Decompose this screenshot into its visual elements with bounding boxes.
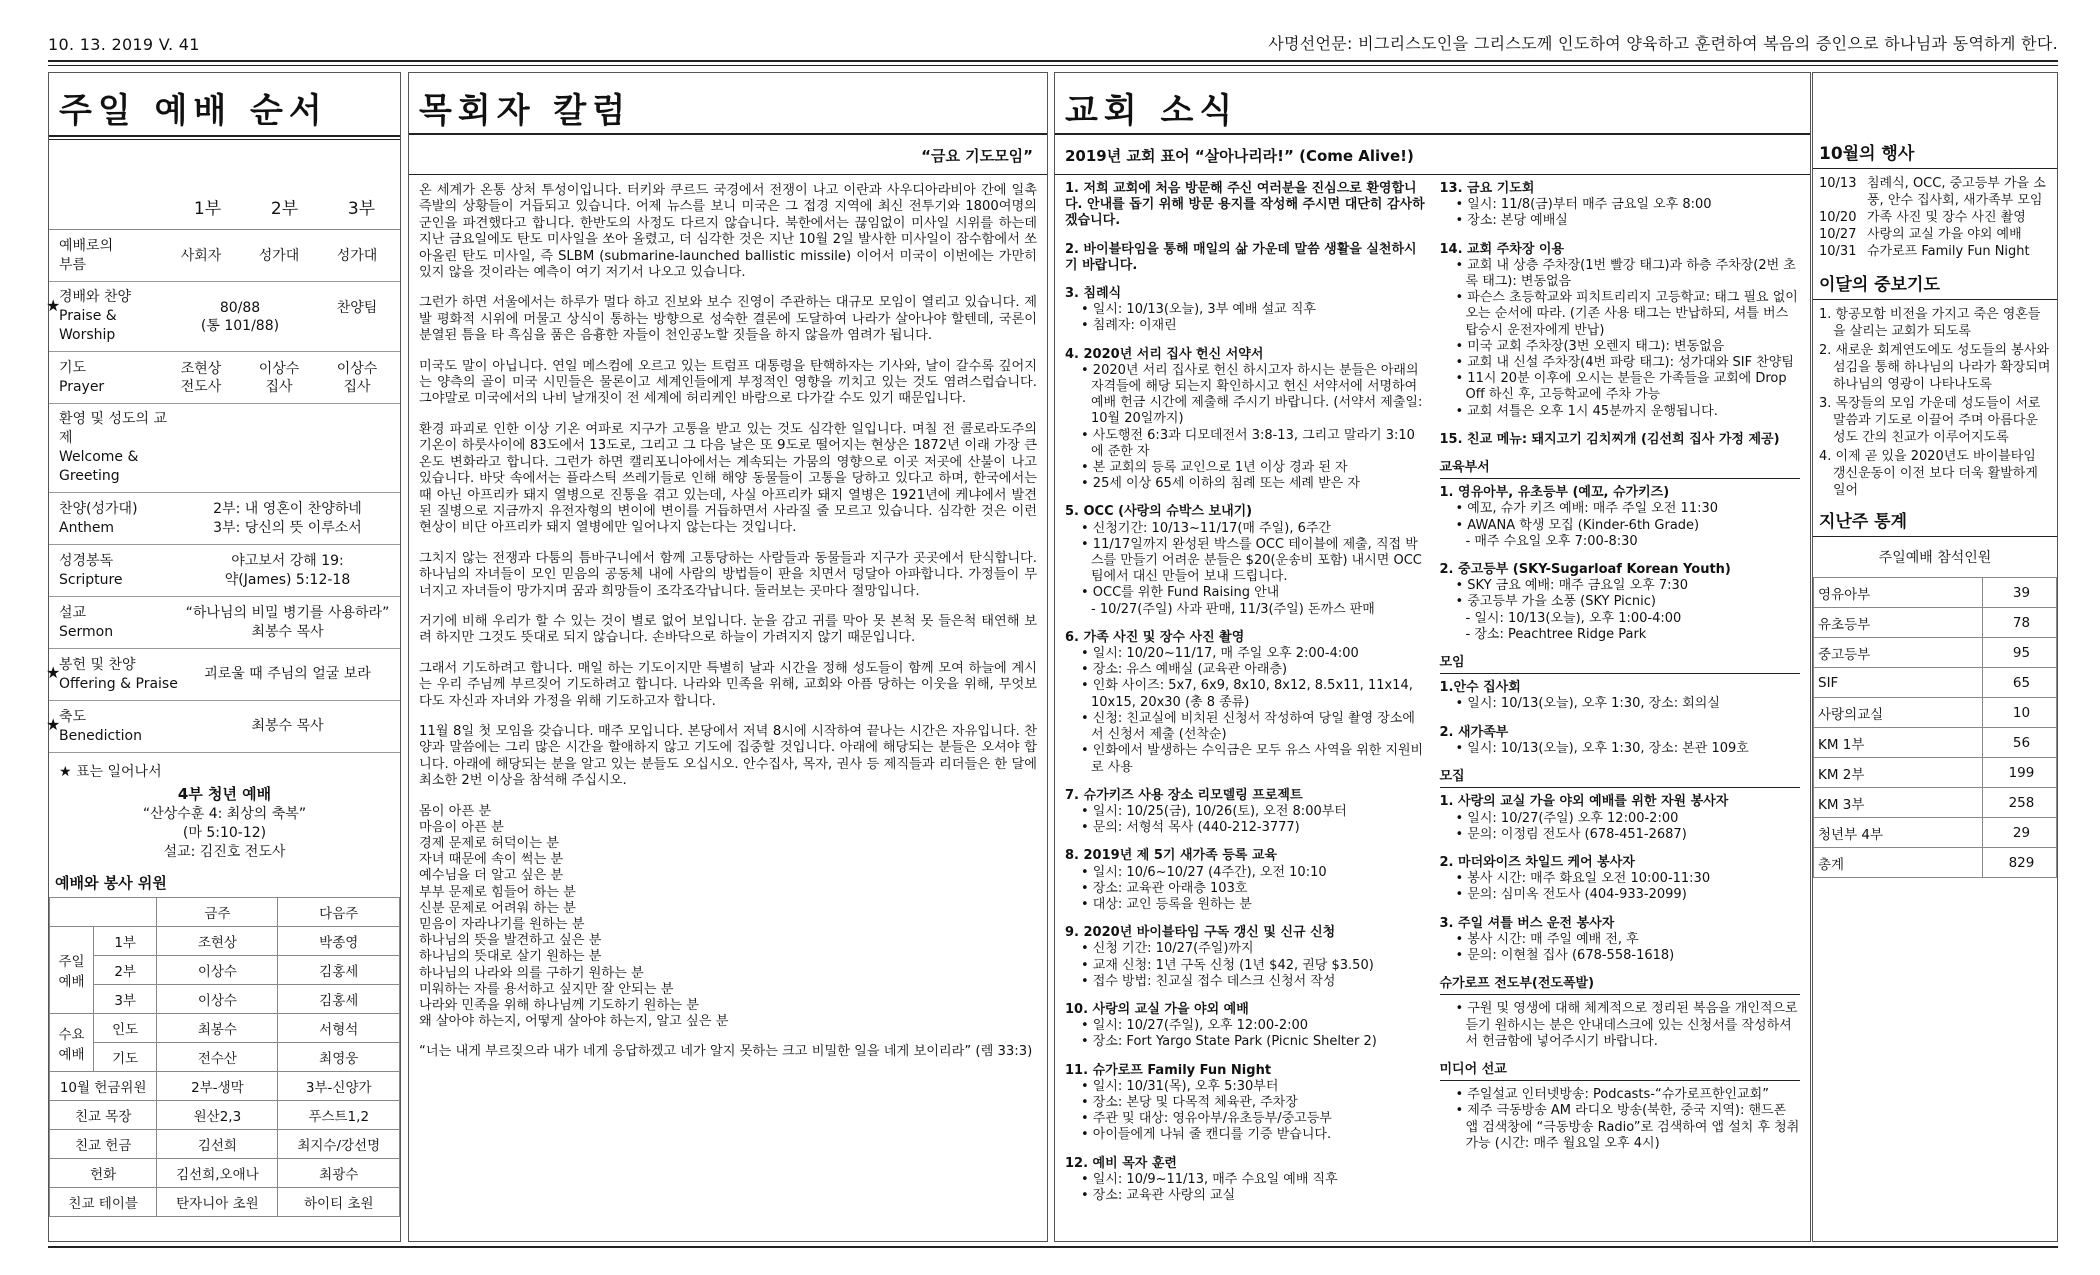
star-icon: ★ [46, 715, 61, 734]
order-rows [46, 230, 400, 753]
event-date: 10/20 [1819, 210, 1857, 225]
news-item-title: 2. 중고등부 (SKY-Sugarloaf Korean Youth) [1439, 562, 1731, 578]
prayer-item: 4. 이제 곧 있을 2020년도 바이블타임 갱신운동이 이전 보다 더욱 활발하게 일어 [1819, 449, 2038, 498]
stats-row [1814, 698, 2057, 728]
vol-row [50, 1043, 400, 1072]
news-item-line: • 일시: 10/25(금), 10/26(토), 오전 8:00부터 [1081, 803, 1347, 819]
news-item-title: 1.안수 집사회 [1439, 680, 1521, 696]
order-value: 찬양팀 [336, 299, 378, 316]
vol-next-week: 최광수 [278, 1159, 400, 1188]
news-item-line: • 문의: 서형석 목사 (440-212-3777) [1081, 820, 1300, 836]
column-list-item: 몸이 아픈 분 [419, 803, 492, 819]
news-item [1065, 1002, 1426, 1051]
vol-next-week: 3부-신양가 [278, 1072, 400, 1101]
order-row [49, 404, 400, 493]
news-item-title: 6. 가족 사진 및 장수 사진 촬영 [1065, 629, 1245, 645]
vol-next-week: 서형석 [278, 1014, 400, 1043]
youth-line: (마 5:10-12) [182, 825, 267, 841]
church-motto: 2019년 교회 표어 “살아나리라!” (Come Alive!) [1055, 135, 1810, 175]
stats-label: SIF [1814, 668, 1983, 698]
column-paragraph: 온 세계가 온통 상처 투성이입니다. 터키와 쿠르드 국경에서 전쟁이 나고 이란과 사우디아라비아 간에 일촉즉발의 상황들이 거듭되고 있습니다. 어제 뉴스를 보니 미국은 그 접경 지역에 최신 전투기와 1800여명의 군인을 파견했다고 합니다. 한반도의 사정도 다르지 않습니다. 북한에서는 끊임없이 미사일 시위를 하는데 지난 금요일에도 탄도 미사일을 쏘아 올렸고, 더 심각한 것은 지난 10월 2일 발사한 미사일이 잠수함에서 쏘아올린 탄도 미사일, 즉 SLBM (submarine-launched ballistic missile) 이어서 미국이 이번에는 가만히 있지 않을 것이라는 예측이 여기 저기서 나오고 있습니다. [419, 183, 1037, 281]
news-item-line: • 봉사 시간: 매 주일 예배 전, 후 [1455, 931, 1639, 947]
stats-label: 청년부 4부 [1814, 818, 1983, 848]
news-item-line: • 미국 교회 주차장(3번 오렌지 태그): 변동없음 [1455, 338, 1725, 354]
event-date: 10/27 [1819, 227, 1857, 242]
vol-sub: 1부 [94, 927, 157, 956]
stats-row [1814, 818, 2057, 848]
event-desc: 가족 사진 및 장수 사진 촬영 [1867, 210, 2026, 225]
stats-label: 유초등부 [1814, 608, 1983, 638]
column-paragraph: 그치지 않는 전쟁과 다툼의 틈바구니에서 함께 고통당하는 사람들과 동물들과 지구가 곳곳에서 탄식합니다. 하나님의 자녀들이 모인 믿음의 공동체 내에 사람의 방법들이 판을 치면서 덩달아 아파합니다. 가정들이 무너지고 자녀들이 망가지며 꿈과 희망들이 조각조각납니다. 둘러보는 곳마다 절망입니다. [419, 550, 1037, 599]
news-item-line: • 장소: 교육관 사랑의 교실 [1081, 1187, 1236, 1203]
bottom-rule [48, 1246, 2058, 1248]
youth-title: 4부 청년 예배 [177, 785, 272, 803]
column-body [409, 175, 1047, 1061]
service-header: 2부 [270, 199, 299, 219]
news-item-title: 3. 침례식 [1065, 286, 1122, 302]
stats-label: KM 2부 [1814, 758, 1983, 788]
news-item-line: • 일시: 11/8(금)부터 매주 금요일 오후 8:00 [1455, 197, 1712, 213]
news-item [1065, 925, 1426, 990]
mission-statement: 사명선언문: 비그리스도인을 그리스도께 인도하여 양육하고 훈련하여 복음의 증인으로 하나님과 동역하게 한다. [1268, 34, 2058, 53]
news-item [1440, 181, 1801, 230]
vol-role: 10월 헌금위원 [50, 1072, 157, 1101]
order-item-name: 경배와 찬양 Praise & Worship [59, 289, 132, 343]
news-item-line: • 주관 및 대상: 영유아부/유초등부/중고등부 [1081, 1111, 1332, 1127]
prayer-item: 2. 새로운 회계연도에도 성도들의 봉사와 섬김을 통해 하나님의 나라가 확장되며 하나님의 영광이 나타나도록 [1819, 343, 2051, 392]
news-item [1065, 181, 1426, 230]
order-item-name: 예배로의 부름 [59, 237, 114, 273]
vol-next-week: 최영웅 [278, 1043, 400, 1072]
stats-value: 95 [1982, 638, 2056, 668]
stats-row [1814, 758, 2057, 788]
news-item [1065, 242, 1426, 274]
news-item-title: 10. 사랑의 교실 가을 야외 예배 [1065, 1001, 1249, 1017]
news-item [1440, 485, 1801, 550]
order-item-values [162, 247, 396, 265]
prayer-title: 이달의 중보기도 [1813, 270, 2057, 300]
news-item-line: • 아이들에게 나눠 줄 캔디를 기증 받습니다. [1081, 1127, 1332, 1143]
event-desc: 사랑의 교실 가을 야외 예배 [1867, 227, 2022, 242]
news-item [1065, 1156, 1426, 1205]
vol-next-week: 김홍세 [278, 985, 400, 1014]
news-item-title: 1. 사랑의 교실 가을 야외 예배를 위한 자원 봉사자 [1439, 794, 1729, 810]
news-item [1440, 916, 1801, 965]
news-item-line: • 문의: 심미옥 전도사 (404-933-2099) [1455, 887, 1687, 903]
church-news-column [1054, 72, 1811, 1242]
event-row [1813, 243, 2057, 260]
news-item [1065, 788, 1426, 837]
order-value: 80/88 (통 101/88) [200, 299, 280, 334]
order-row [49, 352, 400, 404]
stats-value: 65 [1982, 668, 2056, 698]
vol-role: 친교 목장 [50, 1101, 157, 1130]
stats-row [1814, 638, 2057, 668]
news-item-line: • 장소: Fort Yargo State Park (Picnic Shelter 2) [1081, 1034, 1377, 1050]
news-item [1440, 432, 1801, 448]
news-item-line: • 문의: 이정림 전도사 (678-451-2687) [1455, 826, 1687, 842]
column-list-item: 신분 문제로 어려워 하는 분 [419, 900, 576, 916]
news-item-line: • 일시: 10/6~10/27 (4주간), 오전 10:10 [1081, 864, 1327, 880]
vol-sub: 기도 [94, 1043, 157, 1072]
column-paragraph: 환경 파괴로 인한 이상 기온 여파로 지구가 고통을 받고 있는 것도 심각한 일입니다. 며칠 전 콜로라도주의 기온이 하룻사이에 83도에서 13도로, 그리고 그 다음 날은 또 9도로 떨어지는 현상은 1872년 이래 가장 큰 온도 변화라고 합니다. 그런가 하면 캘리포니아에서는 계속되는 가뭄의 영향으로 이곳 저곳에 산불이 나고 있습니다. 바닷 속에서는 플라스틱 쓰레기들로 인해 해양 동물들이 고통을 당하고 있다고 하며, 한국에서는 때 아닌 아프리카 돼지 열병으로 진통을 겪고 있는데, 사실 아프리카 돼지 열병은 1921년에 케냐에서 발견된 질병으로 지금까지 유전자형의 변이에 변이를 거듭하면서 사라질 줄 모르고 있습니다. 심각한 것은 이런 현상이 비단 아프리카 돼지 열병에만 일어나지 않는다는 것입니다. [419, 421, 1037, 536]
column-list-item: 마음이 아픈 분 [419, 819, 504, 835]
vol-this-week: 2부-생막 [157, 1072, 278, 1101]
news-item-line: • 일시: 10/13(오늘), 오후 1:30, 장소: 본관 109호 [1455, 740, 1749, 756]
column-verse: “너는 내게 부르짖으라 내가 네게 응답하겠고 네가 알지 못하는 크고 비밀한 일을 네게 보이리라” (렘 33:3) [419, 1044, 1033, 1060]
news-item-title: 15. 친교 메뉴: 돼지고기 김치찌개 (김선희 집사 가정 제공) [1439, 431, 1780, 447]
news-item [1440, 794, 1801, 843]
event-row [1813, 226, 2057, 243]
news-item-line: • 침례자: 이재린 [1081, 318, 1177, 334]
news-item-line: • 본 교회의 등록 교인으로 1년 이상 경과 된 자 [1081, 460, 1348, 476]
vol-next-week: 푸스트1,2 [278, 1101, 400, 1130]
stats-value: 39 [1982, 578, 2056, 608]
column-list-item: 하나님의 뜻대로 살기 원하는 분 [419, 949, 602, 965]
column-paragraph: 그런가 하면 서울에서는 하루가 멀다 하고 진보와 보수 진영이 주관하는 대규모 모임이 열리고 있습니다. 제발 평화적 시위에 머물고 상식이 통하는 방향으로 성숙한 결론에 도달하여 나라가 살아나야 할텐데, 국론이 분열된 틈을 타 흑심을 품은 음흉한 자들이 천인공노할 짓들을 하지 않을까 염려가 됩니다. [419, 295, 1037, 344]
event-row [1813, 175, 2057, 209]
service-header: 1부 [193, 199, 222, 219]
order-item-detail: 2부: 내 영혼이 찬양하네 3부: 당신의 뜻 이루소서 [213, 500, 362, 536]
order-item-name: 찬양(성가대) Anthem [59, 500, 138, 536]
vol-next-week: 최지수/강선명 [278, 1130, 400, 1159]
column-subtitle: “금요 기도모임” [409, 135, 1047, 175]
order-value: 이상수 집사 [258, 360, 300, 395]
news-item-title: 1. 저희 교회에 처음 방문해 주신 여러분을 진심으로 환영합니다. 안내를 돕기 위해 방문 용지를 작성해 주시면 대단히 감사하겠습니다. [1065, 181, 1425, 229]
news-item-line: • 신청기간: 10/13~11/17(매 주일), 6주간 [1081, 520, 1331, 536]
order-item-name: 기도 Prayer [59, 359, 105, 395]
vol-this-week: 탄자니아 초원 [157, 1188, 278, 1217]
vol-this-week: 이상수 [157, 956, 278, 985]
stats-value: 29 [1982, 818, 2056, 848]
news-item-line: • 2020년 서리 집사로 헌신 하시고자 하시는 분들은 아래의 자격들에 해당 되는지 확인하시고 헌신 서약서에 서명하여 예배 헌금 시간에 제출해 주시기 바랍니다. (서약서 제출일: 10월 20일까지) [1081, 362, 1423, 427]
order-item-name: 봉헌 및 찬양 Offering & Praise [59, 656, 178, 692]
stats-value: 258 [1982, 788, 2056, 818]
prayer-list [1813, 300, 2057, 499]
news-item-line: • 일시: 10/27(주일) 오후 12:00-2:00 [1455, 810, 1679, 826]
order-row [46, 282, 400, 352]
order-item-values [162, 299, 396, 335]
prayer-item: 3. 목장들의 모임 가운데 성도들이 서로 말씀과 기도로 이끌어 주며 아름다운 성도 간의 친교가 이루어지도록 [1819, 396, 2041, 445]
column-list-item: 나라와 민족을 위해 하나님께 기도하기 원하는 분 [419, 998, 699, 1014]
vol-role: 헌화 [50, 1159, 157, 1188]
stats-row [1814, 788, 2057, 818]
news-item-line: - 매주 수요일 오후 7:00-8:30 [1465, 533, 1638, 549]
recruit-title: 모집 [1440, 769, 1801, 788]
stats-row [1814, 608, 2057, 638]
event-desc: 침례식, OCC, 중고등부 가을 소풍, 안수 집사회, 새가족부 모임 [1867, 176, 2046, 208]
header-bar [48, 22, 2058, 62]
column-paragraph: 거기에 비해 우리가 할 수 있는 것이 별로 없어 보입니다. 눈을 감고 귀를 막아 못 본척 못 들은척 태연해 보려 하지만 그것도 뜻대로 되지 않습니다. 손바닥으로 하늘이 가려지지 않기 때문입니다. [419, 613, 1037, 646]
vol-next-week: 김홍세 [278, 956, 400, 985]
vol-row [50, 1130, 400, 1159]
events-title: 10월의 행사 [1813, 139, 2057, 169]
news-item-line: • 문의: 이현철 집사 (678-558-1618) [1455, 947, 1675, 963]
news-item-line: • 11/17일까지 완성된 박스를 OCC 테이블에 제출, 직접 박스를 만들기 어려운 분들은 $20(운송비 포함) 내시면 OCC팀에서 대신 만들어 보내 드립니다. [1081, 536, 1422, 585]
vol-role: 친교 헌금 [50, 1130, 157, 1159]
stats-row [1814, 578, 2057, 608]
event-date: 10/13 [1819, 176, 1857, 191]
stats-label: KM 3부 [1814, 788, 1983, 818]
news-item-line: • 인화에서 발생하는 수익금은 모두 유스 사역을 위한 지원비로 사용 [1081, 743, 1424, 775]
vol-row [50, 1188, 400, 1217]
stats-label: 영유아부 [1814, 578, 1983, 608]
order-row [49, 597, 400, 649]
news-item-title: 14. 교회 주차장 이용 [1439, 241, 1565, 257]
stats-label: 총계 [1814, 848, 1983, 878]
column-list-item: 예수님을 더 알고 싶은 분 [419, 868, 564, 884]
news-item-line: • 신청 기간: 10/27(주일)까지 [1081, 941, 1254, 957]
legend-text: 표는 일어나서 [76, 764, 162, 780]
news-item [1065, 504, 1426, 617]
event-row [1813, 209, 2057, 226]
volunteer-table [49, 897, 400, 1217]
news-item-line: • 장소: 본당 및 다목적 체육관, 주차장 [1081, 1094, 1298, 1110]
order-row [49, 545, 400, 597]
news-item-title: 12. 예비 목자 훈련 [1065, 1155, 1177, 1171]
events-list [1813, 169, 2057, 260]
vol-next-week: 박종영 [278, 927, 400, 956]
star-icon: ★ [59, 764, 72, 780]
news-item-line: • 일시: 10/27(주일), 오후 12:00-2:00 [1081, 1018, 1309, 1034]
divider [49, 135, 400, 140]
meet-title: 모임 [1440, 655, 1801, 674]
news-item [1065, 1063, 1426, 1144]
vol-this-week: 원산2,3 [157, 1101, 278, 1130]
news-item-line: • AWANA 학생 모집 (Kinder-6th Grade) [1455, 517, 1700, 533]
stats-value: 199 [1982, 758, 2056, 788]
news-item-title: 4. 2020년 서리 집사 헌신 서약서 [1065, 346, 1264, 362]
order-item-detail: “하나님의 비밀 병기를 사용하라” 최봉수 목사 [185, 604, 390, 640]
evang-title: 슈가로프 전도부(전도폭발) [1440, 976, 1801, 995]
stats-row [1814, 728, 2057, 758]
order-value: 사회자 [180, 247, 222, 264]
column-list-item: 왜 살아야 하는지, 어떻게 살아야 하는지, 알고 싶은 분 [419, 1014, 729, 1030]
news-item-line: • 장소: 본당 예배실 [1455, 213, 1568, 229]
news-item-line: • 예꼬, 슈가 키즈 예배: 매주 주일 오전 11:30 [1455, 501, 1719, 517]
news-item-title: 11. 슈가로프 Family Fun Night [1065, 1062, 1272, 1078]
news-item-line: • 인화 사이즈: 5x7, 6x9, 8x10, 8x12, 8.5x11, 11x14, 10x15, 20x30 (총 8 종류) [1081, 678, 1413, 710]
news-item-line: • 사도행전 6:3과 디모데전서 3:8-13, 그리고 말라기 3:10에 준한 자 [1081, 427, 1415, 459]
vol-this-week: 전수산 [157, 1043, 278, 1072]
news-item-title: 2. 바이블타임을 통해 매일의 삶 가운데 말씀 생활을 실천하시기 바랍니다. [1065, 241, 1417, 273]
service-header: 3부 [347, 199, 376, 219]
vol-this-week: 이상수 [157, 985, 278, 1014]
volunteer-title: 예배와 봉사 위원 [55, 874, 167, 892]
stats-value: 829 [1982, 848, 2056, 878]
news-item-line: • 교회 내 신설 주차장(4번 파랑 태그): 성가대와 SIF 찬양팀 [1455, 355, 1794, 371]
order-row [46, 701, 400, 753]
news-item-title: 9. 2020년 바이블타임 구독 갱신 및 신규 신청 [1065, 925, 1336, 941]
news-item-title: 1. 영유아부, 유초등부 (예꼬, 슈가키즈) [1439, 485, 1670, 501]
news-item-line: • 일시: 10/13(오늘), 오후 1:30, 장소: 회의실 [1455, 696, 1720, 712]
edu-title: 교육부서 [1440, 460, 1801, 479]
news-item [1065, 286, 1426, 335]
news-item-title: 13. 금요 기도회 [1439, 181, 1535, 196]
news-item-line: • 봉사 시간: 매주 화요일 오전 10:00-11:30 [1455, 871, 1711, 887]
column-paragraph: 미국도 말이 아닙니다. 연일 메스컴에 오르고 있는 트럼프 대통령을 탄핵하자는 기사와, 날이 갈수록 깊어지는 양측의 골이 미국 시민들은 물론이고 세계인들에게 부정적인 영향을 끼치고 있는 것도 염려스럽습니다. 그야말로 미국에서의 나비 날개짓이 전 세계에 허리케인 바람으로 다가갈 수도 있기 때문입니다. [419, 358, 1037, 407]
youth-line: 설교: 김진호 전도사 [163, 844, 286, 860]
news-item-title: 2. 마더와이즈 차일드 케어 봉사자 [1439, 854, 1635, 870]
column-paragraph: 그래서 기도하려고 합니다. 매일 하는 기도이지만 특별히 날과 시간을 정해 성도들이 함께 모여 하늘에 계시는 우리 주님께 부르짖어 기도하려고 합니다. 나라와 민족을 위해, 교회와 아픔 당하는 이웃을 위해, 무엇보다도 자신과 자녀와 가정을 위해 기도하고자 합니다. [419, 660, 1037, 709]
stats-row [1814, 668, 2057, 698]
column-list-item: 자녀 때문에 속이 썩는 분 [419, 852, 564, 868]
column-list-item: 믿음이 자라나기를 원하는 분 [419, 917, 585, 933]
star-icon: ★ [46, 663, 61, 682]
vol-header-blank [50, 898, 157, 927]
order-item-name: 성경봉독 Scripture [59, 552, 123, 588]
column-title: 목회자 칼럼 [409, 73, 1047, 135]
vol-next-week: 하이티 초원 [278, 1188, 400, 1217]
order-item-values [162, 360, 396, 396]
stats-label: 중고등부 [1814, 638, 1983, 668]
vol-group: 수요 예배 [50, 1014, 94, 1072]
vol-row [50, 1072, 400, 1101]
vol-sub: 3부 [94, 985, 157, 1014]
column-paragraph: 11월 8일 첫 모임을 갖습니다. 매주 모입니다. 본당에서 저녁 8시에 시작하여 끝나는 시간은 자유입니다. 찬양과 말씀에는 그리 많은 시간을 할애하지 않고 기도에 집중할 것입니다. 아래에 해당되는 분들은 오셔야 합니다. 아래에 해당되는 분을 알고 있는 분들도 오십시오. 안수집사, 목자, 권사 등 제직들과 리더들은 한 달에 최소한 2번 이상을 참석해 주십시오. [419, 723, 1037, 789]
news-item-line: • 대상: 교인 등록을 원하는 분 [1081, 896, 1252, 912]
issue-date: 10. 13. 2019 V. 41 [48, 35, 200, 54]
column-list-item: 부부 문제로 힘들어 하는 분 [419, 884, 576, 900]
news-item-line: • 신청: 친교실에 비치된 신청서 작성하여 당일 촬영 장소에서 신청서 제출 (선착순) [1081, 710, 1415, 743]
column-list-item: 경제 문제로 허덕이는 분 [419, 836, 559, 851]
news-title: 교회 소식 [1055, 73, 1810, 135]
media-title: 미디어 선교 [1440, 1062, 1801, 1081]
order-item-name: 축도 Benediction [59, 708, 142, 744]
news-item-line: - 10/27(주일) 사과 판매, 11/3(주일) 돈까스 판매 [1091, 601, 1375, 617]
worship-order-column [48, 72, 401, 1242]
vol-row [50, 1159, 400, 1188]
worship-title: 주일 예배 순서 [59, 91, 328, 131]
youth-service [49, 781, 400, 862]
order-item-detail: 최봉수 목사 [251, 718, 324, 734]
news-item-line: • 일시: 10/20~11/17, 매 주일 오후 2:00-4:00 [1081, 646, 1359, 662]
news-item [1065, 630, 1426, 776]
news-item-line: • 중고등부 가을 소풍 (SKY Picnic) [1455, 594, 1657, 610]
news-item-line: • OCC를 위한 Fund Raising 안내 [1081, 585, 1280, 601]
vol-sub: 인도 [94, 1014, 157, 1043]
vol-role: 친교 테이블 [50, 1188, 157, 1217]
vol-group: 주일 예배 [50, 927, 94, 1014]
stats-table [1813, 577, 2057, 878]
vol-sub: 2부 [94, 956, 157, 985]
order-item-name: 설교 Sermon [59, 604, 114, 640]
stats-value: 56 [1982, 728, 2056, 758]
news-item-line: • 장소: 유스 예배실 (교육관 아래층) [1081, 662, 1288, 678]
media-line: • 주일설교 인터넷방송: Podcasts-“슈가로프한인교회” [1455, 1087, 1769, 1103]
news-item-line: • 파슨스 초등학교와 피치트리리지 고등학교: 태그 필요 없이 오는 순서에 따라. (기존 사용 태그는 반납하되, 셔틀 버스 탑승시 운전자에게 반납) [1455, 290, 1798, 338]
order-item-detail: 괴로울 때 주님의 얼굴 보라 [204, 666, 371, 682]
vol-row [50, 927, 400, 956]
vol-this-week: 조현상 [157, 927, 278, 956]
stats-subtitle: 주일예배 참석인원 [1878, 550, 1992, 566]
vol-this-week: 김선희,오애나 [157, 1159, 278, 1188]
news-item [1440, 680, 1801, 712]
news-item [1440, 855, 1801, 904]
event-date: 10/31 [1819, 244, 1857, 259]
order-row [49, 493, 400, 545]
news-item-line: • SKY 금요 예배: 매주 금요일 오후 7:30 [1455, 578, 1689, 594]
news-item [1440, 725, 1801, 757]
vol-header: 금주 [157, 898, 278, 927]
news-item-line: - 일시: 10/13(오늘), 오후 1:00-4:00 [1465, 610, 1682, 626]
news-item-line: • 교재 신청: 1년 구독 신청 (1년 $42, 권당 $3.50) [1081, 957, 1374, 973]
news-item-line: • 교회 셔틀은 오후 1시 45분까지 운행됩니다. [1455, 403, 1718, 419]
service-headers [49, 180, 400, 230]
vol-header: 다음주 [278, 898, 400, 927]
vol-row [50, 1014, 400, 1043]
order-row [46, 649, 400, 701]
event-desc: 슈가로프 Family Fun Night [1867, 244, 2030, 259]
column-list-item: 미워하는 자를 용서하고 싶지만 잘 안되는 분 [419, 981, 674, 997]
news-item-title: 8. 2019년 제 5기 새가족 등록 교육 [1065, 848, 1277, 864]
youth-line: “산상수훈 4: 최상의 축복” [142, 806, 307, 822]
news-item-line: • 장소: 교육관 아래층 103호 [1081, 880, 1248, 896]
news-item-line: • 교회 내 상층 주차장(1번 빨강 태그)과 하층 주차장(2번 초록 태그): 변동없음 [1455, 257, 1796, 290]
vol-row [50, 956, 400, 985]
stats-label: KM 1부 [1814, 728, 1983, 758]
stats-label: 사랑의교실 [1814, 698, 1983, 728]
prayer-item: 1. 항공모함 비전을 가지고 죽은 영혼들을 살리는 교회가 되도록 [1819, 307, 2041, 339]
column-list-item: 하나님의 나라와 의를 구하기 원하는 분 [419, 965, 644, 981]
order-item-detail: 야고보서 강해 19: 약(James) 5:12-18 [224, 552, 351, 588]
news-item-line: • 일시: 10/13(오늘), 3부 예배 설교 직후 [1081, 302, 1316, 318]
order-value: 조현상 전도사 [180, 360, 222, 395]
order-row [49, 230, 400, 282]
order-value: 성가대 [336, 247, 378, 264]
legend [49, 753, 400, 781]
news-left [1065, 181, 1426, 1216]
news-item [1440, 242, 1801, 420]
news-item [1065, 347, 1426, 493]
news-item-title: 5. OCC (사랑의 슈박스 보내기) [1065, 504, 1253, 520]
news-item-line: • 일시: 10/31(목), 오후 5:30부터 [1081, 1078, 1279, 1094]
news-item-title: 2. 새가족부 [1439, 724, 1509, 740]
order-value: 성가대 [258, 247, 300, 264]
media-line: • 제주 극동방송 AM 라디오 방송(북한, 중국 지역): 핸드폰 앱 검색창에 “극동방송 Radio”로 검색하여 앱 설치 후 청취 가능 (시간: 매주 월요일 오후 4시) [1455, 1103, 1800, 1151]
news-item-line: • 11시 20분 이후에 오시는 분들은 가족들을 교회에 Drop Off 하신 후, 고등학교에 주차 가능 [1455, 371, 1787, 403]
vol-this-week: 김선희 [157, 1130, 278, 1159]
news-item-line: • 일시: 10/9~11/13, 매주 수요일 예배 직후 [1081, 1171, 1338, 1187]
news-item [1440, 562, 1801, 643]
vol-header-row [50, 898, 400, 927]
order-value: 이상수 집사 [336, 360, 378, 395]
vol-row [50, 1101, 400, 1130]
news-right [1440, 181, 1801, 1216]
vol-this-week: 최봉수 [157, 1014, 278, 1043]
youth-lines [49, 805, 400, 862]
stats-value: 78 [1982, 608, 2056, 638]
news-item-line: • 25세 이상 65세 이하의 침례 또는 세례 받은 자 [1081, 476, 1360, 492]
news-item-line: - 장소: Peachtree Ridge Park [1465, 626, 1647, 642]
news-item-line: • 접수 방법: 친교실 접수 데스크 신청서 작성 [1081, 973, 1336, 989]
star-icon: ★ [46, 296, 61, 315]
column-list-item: 하나님의 뜻을 발견하고 싶은 분 [419, 933, 602, 949]
column-list [419, 804, 1037, 1031]
vol-row [50, 985, 400, 1014]
evang-text: • 구원 및 영생에 대해 체계적으로 정리된 복음을 개인적으로 듣기 원하시는 분은 안내데스크에 있는 신청서를 작성하셔서 헌금함에 넣어주시기 바랍니다. [1455, 1001, 1798, 1049]
stats-row [1814, 848, 2057, 878]
news-item-title: 7. 슈가키즈 사용 장소 리모델링 프로젝트 [1065, 787, 1303, 803]
news-item [1065, 848, 1426, 913]
side-column [1812, 72, 2058, 1242]
order-item-name: 환영 및 성도의 교제 Welcome & Greeting [59, 411, 168, 484]
stats-title: 지난주 통계 [1813, 507, 2057, 537]
pastor-column [408, 72, 1048, 1242]
news-item-title: 3. 주일 셔틀 버스 운전 봉사자 [1439, 915, 1615, 931]
stats-value: 10 [1982, 698, 2056, 728]
